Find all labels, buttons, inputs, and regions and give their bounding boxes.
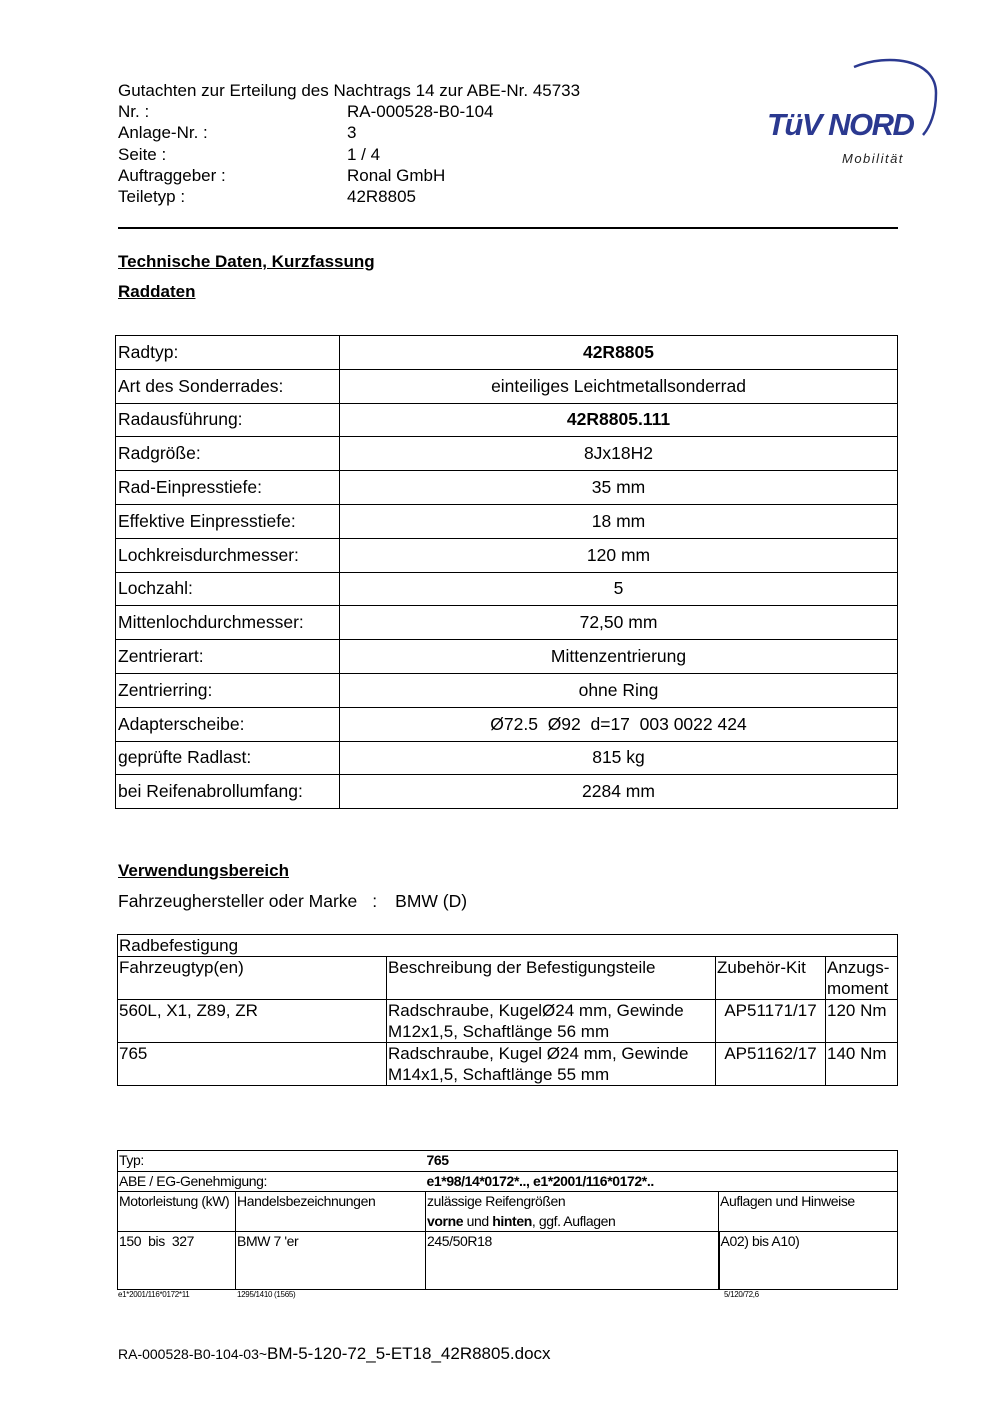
row-label: Rad-Einpresstiefe: (116, 471, 340, 505)
cell-handelsbezeichnung: BMW 7 'er (236, 1232, 426, 1290)
table-row (116, 336, 898, 370)
header-label: Teiletyp : (118, 187, 186, 207)
cell-reifengroesse: 245/50R18 (426, 1232, 719, 1290)
header-value: 3 (347, 123, 357, 143)
cell-anzugsmoment: 140 Nm (826, 1043, 898, 1086)
hersteller-line (118, 891, 467, 912)
abe-label: ABE / EG-Genehmigung: (118, 1171, 426, 1192)
svg-text:Mobilität: Mobilität (842, 151, 904, 166)
column-header: Auflagen und Hinweise (719, 1192, 898, 1232)
tuv-nord-logo (758, 55, 943, 170)
table-row (118, 1043, 898, 1086)
header-value: RA-000528-B0-104 (347, 102, 494, 122)
row-label: geprüfte Radlast: (116, 741, 340, 775)
typ-value: 765 (426, 1151, 898, 1172)
emphasis: vorne (427, 1212, 464, 1229)
section-title-raddaten: Raddaten (118, 282, 196, 301)
abe-value: e1*98/14*0172*.., e1*2001/116*0172*.. (426, 1171, 898, 1192)
column-header: Handelsbezeichnungen (236, 1192, 426, 1232)
row-value: Mittenzentrierung (340, 640, 898, 674)
row-label: Radausführung: (116, 403, 340, 437)
table-header-row (118, 957, 898, 1000)
column-header-reifen (426, 1192, 719, 1232)
row-value: 120 mm (340, 538, 898, 572)
table-row (116, 403, 898, 437)
hersteller-label: Fahrzeughersteller oder Marke (118, 891, 358, 911)
cell-fahrzeugtyp: 560L, X1, Z89, ZR (118, 1000, 387, 1043)
beschreibung-line: Radschraube, KugelØ24 mm, Gewinde (388, 1001, 684, 1020)
table-row (116, 741, 898, 775)
table-row (116, 572, 898, 606)
hersteller-value: BMW (D) (395, 891, 468, 911)
header-value: 42R8805 (347, 187, 417, 207)
hersteller-separator: : (372, 891, 378, 911)
row-value: 42R8805 (340, 336, 898, 370)
header-value: Ronal GmbH (347, 165, 446, 185)
cell-beschreibung (387, 1000, 716, 1043)
row-value: Ø72.5 Ø92 d=17 003 0022 424 (340, 707, 898, 741)
row-value: 815 kg (340, 741, 898, 775)
emphasis: hinten (492, 1212, 532, 1229)
cell-auflagen: A02) bis A10) (719, 1232, 898, 1290)
row-label: Art des Sonderrades: (116, 369, 340, 403)
header-field-auftraggeber (118, 165, 580, 186)
cell-motorleistung: 150 bis 327 (118, 1232, 236, 1290)
row-label: Mittenlochdurchmesser: (116, 606, 340, 640)
row-label: Effektive Einpresstiefe: (116, 504, 340, 538)
cell-beschreibung (387, 1043, 716, 1086)
column-header: Motorleistung (kW) (118, 1192, 236, 1232)
row-label: bei Reifenabrollumfang: (116, 775, 340, 809)
table-title-row (118, 935, 898, 957)
typ-footnote-approval: e1*2001/116*0172*11 (118, 1290, 190, 1299)
row-value: 18 mm (340, 504, 898, 538)
column-header-line: zulässige Reifengrößen (427, 1193, 566, 1209)
typ-footnote-wheel: 5/120/72,6 (724, 1290, 759, 1299)
typ-row (118, 1151, 898, 1172)
page-footer (118, 1344, 551, 1364)
svg-text:TüV NORD: TüV NORD (767, 107, 914, 142)
cell-zubehoer-kit: AP51171/17 (716, 1000, 826, 1043)
row-label: Adapterscheibe: (116, 707, 340, 741)
table-row (116, 606, 898, 640)
row-label: Lochkreisdurchmesser: (116, 538, 340, 572)
row-label: Radgröße: (116, 437, 340, 471)
row-value: 35 mm (340, 471, 898, 505)
row-value: einteiliges Leichtmetallsonderrad (340, 369, 898, 403)
footer-filename: BM-5-120-72_5-ET18_42R8805.docx (267, 1344, 551, 1363)
header-value: 1 / 4 (347, 144, 381, 164)
header-field-nr (118, 101, 580, 122)
section-title-verwendungsbereich: Verwendungsbereich (118, 861, 289, 880)
cell-zubehoer-kit: AP51162/17 (716, 1043, 826, 1086)
table-row (116, 369, 898, 403)
raddaten-table (115, 335, 898, 809)
header-label: Seite : (118, 144, 167, 164)
table-row (116, 437, 898, 471)
cell-anzugsmoment: 120 Nm (826, 1000, 898, 1043)
row-value: 2284 mm (340, 775, 898, 809)
document-header (118, 80, 580, 207)
row-label: Lochzahl: (116, 572, 340, 606)
row-value: 8Jx18H2 (340, 437, 898, 471)
footer-prefix: RA-000528-B0-104-03~ (118, 1346, 268, 1362)
header-field-seite (118, 144, 580, 165)
radbefestigung-table (117, 934, 898, 1086)
tuv-nord-logo-graphic (758, 55, 943, 170)
row-label: Zentrierart: (116, 640, 340, 674)
beschreibung-line: M14x1,5, Schaftlänge 55 mm (388, 1065, 610, 1084)
table-header-row (118, 1192, 898, 1232)
row-label: Radtyp: (116, 336, 340, 370)
beschreibung-line: M12x1,5, Schaftlänge 56 mm (388, 1022, 610, 1041)
table-row (118, 1000, 898, 1043)
row-value: 72,50 mm (340, 606, 898, 640)
row-label: Zentrierring: (116, 673, 340, 707)
column-header: Fahrzeugtyp(en) (118, 957, 387, 1000)
row-value: ohne Ring (340, 673, 898, 707)
table-row (116, 775, 898, 809)
typ-footnote-weights: 1295/1410 (1565) (237, 1290, 296, 1299)
header-divider (118, 227, 898, 229)
table-row (116, 640, 898, 674)
header-label: Anlage-Nr. : (118, 123, 208, 143)
table-row (116, 504, 898, 538)
beschreibung-line: Radschraube, Kugel Ø24 mm, Gewinde (388, 1044, 689, 1063)
column-header: Beschreibung der Befestigungsteile (387, 957, 716, 1000)
table-row (116, 707, 898, 741)
row-value: 5 (340, 572, 898, 606)
row-value: 42R8805.111 (340, 403, 898, 437)
column-header-line (427, 1212, 717, 1232)
header-text: , ggf. Auflagen (531, 1212, 616, 1229)
column-header: Anzugs-moment (826, 957, 898, 1000)
typ-label: Typ: (118, 1151, 426, 1172)
header-title: Gutachten zur Erteilung des Nachtrags 14 zur ABE-Nr. 45733 (118, 81, 581, 100)
header-label: Nr. : (118, 102, 150, 122)
header-text: und (463, 1212, 493, 1229)
column-header: Zubehör-Kit (716, 957, 826, 1000)
table-row (118, 1232, 898, 1290)
table-row (116, 471, 898, 505)
cell-fahrzeugtyp: 765 (118, 1043, 387, 1086)
table-row (116, 538, 898, 572)
section-title-technische-daten: Technische Daten, Kurzfassung (118, 252, 375, 271)
abe-row (118, 1171, 898, 1192)
header-label: Auftraggeber : (118, 165, 226, 185)
header-field-teiletyp (118, 186, 580, 207)
typ-table (117, 1150, 898, 1290)
radbefestigung-title: Radbefestigung (118, 935, 898, 957)
table-row (116, 673, 898, 707)
header-field-anlage (118, 122, 580, 143)
